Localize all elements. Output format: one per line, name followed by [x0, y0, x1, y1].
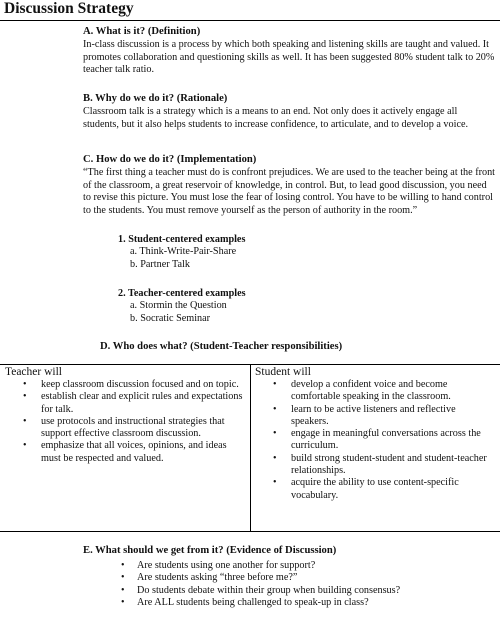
section-body: “The first thing a teacher must do is confront prejudices. We are used to the teacher being at the front of the classroom, a great reservoir of knowledge, in control. But, to lead good discussion, you need to revise this picture. You must lose the fear of losing control. You have to be willing to hand control to the students. You must remove yourself as the person of authority in the room.” — [83, 167, 496, 216]
teacher-column — [5, 365, 245, 465]
list-item: • establish clear and explicit rules and expectations for talk. — [23, 391, 243, 415]
bullet-icon: • — [273, 428, 277, 440]
bullet-icon: • — [273, 379, 277, 390]
list-item: • develop a confident voice and become comfortable speaking in the classroom. — [273, 379, 451, 403]
section-implementation — [83, 154, 495, 217]
table-bottom-border — [0, 531, 500, 532]
section-heading: A. What is it? (Definition) — [83, 26, 201, 37]
student-column — [255, 365, 495, 502]
list-item: • learn to be active listeners and reflective speakers. — [273, 403, 456, 427]
list-item: a. Think-Write-Pair-Share — [130, 246, 237, 258]
list-item: • Are ALL students being challenged to speak-up in class? — [121, 597, 369, 608]
section-body: Classroom talk is a strategy which is a means to an end. Not only does it actively engage all students, but it also helps students to increase confidence, to articulate, and to develop a voice. — [83, 106, 469, 130]
section-body: In-class discussion is a process by which both speaking and listening skills are taught and valued. It promotes collaboration and questioning skills as well. It has been suggested 80% student talk to 20% teacher talk ratio. — [83, 39, 495, 76]
list-item: • use protocols and instructional strategies that support effective classroom discussion. — [23, 415, 225, 440]
bullet-icon: • — [23, 440, 27, 452]
list-item: • Are students using one another for support? — [121, 559, 316, 571]
bullet-icon: • — [23, 379, 27, 390]
bullet-icon: • — [23, 415, 27, 427]
bullet-icon: • — [121, 597, 125, 608]
section-heading: E. What should we get from it? (Evidence of Discussion) — [83, 545, 337, 556]
list-heading: 2. Teacher-centered examples — [118, 288, 246, 299]
section-definition — [83, 26, 495, 77]
title-divider — [0, 20, 500, 21]
responsibilities-table — [0, 364, 500, 532]
page-title: Discussion Strategy — [4, 0, 134, 17]
bullet-icon: • — [273, 452, 277, 464]
section-rationale — [83, 93, 495, 131]
list-item: • acquire the ability to use content-specific vocabulary. — [273, 477, 459, 501]
bullet-icon: • — [121, 572, 125, 583]
bullet-icon: • — [23, 391, 27, 403]
bullet-icon: • — [273, 477, 277, 489]
list-item: • emphasize that all voices, opinions, and ideas must be respected and valued. — [23, 440, 227, 464]
section-heading-responsibilities: D. Who does what? (Student-Teacher responsibilities) — [100, 341, 343, 352]
list-item: b. Partner Talk — [130, 258, 190, 270]
list-item: • Are students asking “three before me?” — [121, 572, 298, 583]
list-item: • Do students debate within their group when building consensus? — [121, 584, 401, 596]
teacher-list — [5, 379, 245, 465]
list-item: b. Socratic Seminar — [130, 312, 211, 324]
list-heading: 1. Student-centered examples — [118, 234, 246, 245]
table-column-divider — [250, 364, 251, 532]
list-item: • build strong student-student and student-teacher relationships. — [273, 452, 487, 477]
list-item: • keep classroom discussion focused and on topic. — [23, 379, 239, 390]
list-item: • engage in meaningful conversations across the curriculum. — [273, 428, 481, 452]
bullet-icon: • — [121, 559, 125, 571]
evidence-list — [83, 560, 495, 610]
list-item: a. Stormin the Question — [130, 300, 227, 312]
column-header: Student will — [255, 366, 311, 378]
bullet-icon: • — [121, 584, 125, 596]
section-heading: C. How do we do it? (Implementation) — [83, 154, 257, 165]
section-evidence — [83, 545, 495, 610]
section-heading: B. Why do we do it? (Rationale) — [83, 93, 228, 104]
bullet-icon: • — [273, 403, 277, 415]
teacher-centered-list — [118, 288, 246, 325]
student-centered-list — [118, 234, 245, 271]
column-header: Teacher will — [5, 366, 62, 378]
student-list — [255, 379, 495, 502]
